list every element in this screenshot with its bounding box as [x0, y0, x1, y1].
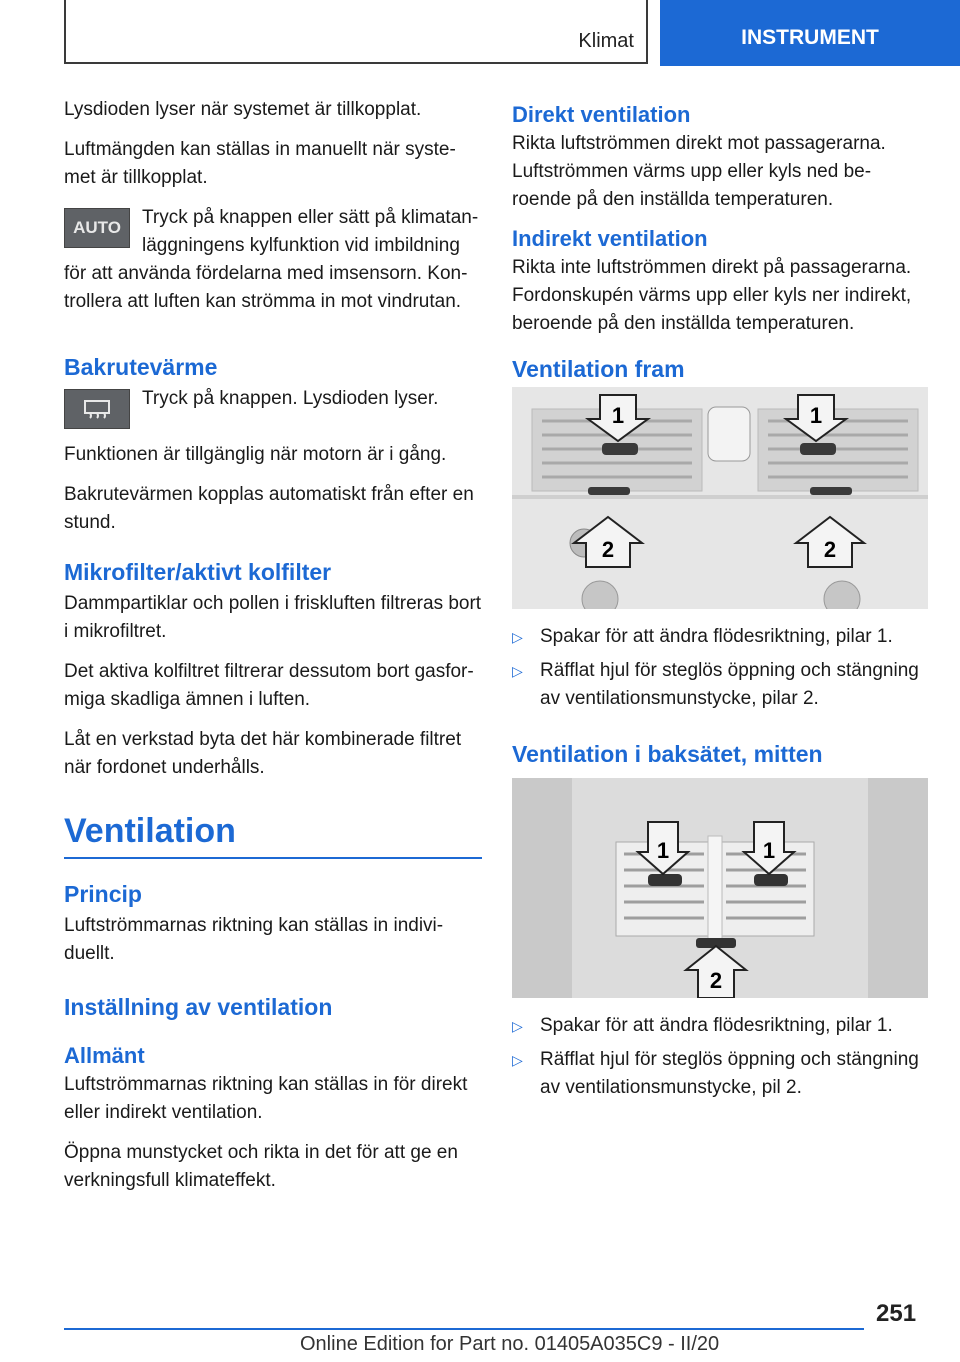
rear-vent-bullets [512, 1012, 930, 1102]
paragraph: Låt en verkstad byta det här kombinerade filtret när fordonet underhålls. [64, 729, 462, 778]
heading-allmant: Allmänt [64, 1043, 145, 1068]
paragraph: Rikta luftströmmen direkt mot passagerarna. Luftströmmen värms upp eller kyls ned be‐roende på den inställda temperaturen. [512, 133, 886, 210]
front-vent-image [512, 387, 928, 609]
arrow-label-2: 2 [823, 537, 837, 562]
footer-edition: Online Edition for Part no. 01405A035C9 - II/20 [300, 1333, 720, 1355]
arrow-label-2: 2 [601, 537, 615, 562]
triangle-bullet-icon: ▷ [512, 1018, 523, 1034]
paragraph: Lysdioden lyser när systemet är tillkopplat. [64, 99, 422, 120]
right-column [512, 96, 930, 1114]
heading-bakrutevarme: Bakrutevärme [64, 354, 218, 380]
paragraph: Luftströmmarnas riktning kan ställas in för direkt eller indirekt ventilation. [64, 1074, 468, 1123]
front-vent-bullets [512, 623, 930, 713]
section-title: Klimat [578, 30, 634, 52]
paragraph: Funktionen är tillgänglig när motorn är i gång. [64, 444, 447, 465]
heading-indirekt: Indirekt ventilation [512, 226, 708, 251]
heading-princip: Princip [64, 881, 142, 907]
heading-ventilation-fram: Ventilation fram [512, 356, 685, 382]
left-column [64, 96, 482, 1207]
arrow-label-1: 1 [762, 838, 776, 863]
footer-divider [64, 1328, 864, 1330]
auto-button-icon: AUTO [64, 208, 130, 248]
heading-mikrofilter: Mikrofilter/aktivt kolfilter [64, 559, 332, 585]
paragraph: Dammpartiklar och pollen i friskluften filtreras bort i mikrofiltret. [64, 593, 482, 642]
list-item: ▷ Spakar för att ändra flödesriktning, pilar 1. [512, 1012, 930, 1040]
arrow-label-1: 1 [809, 403, 823, 428]
paragraph: Bakrutevärmen kopplas automatiskt från efter en stund. [64, 484, 474, 533]
header-frame [64, 0, 648, 64]
paragraph: Luftströmmarnas riktning kan ställas in indivi‐duellt. [64, 915, 444, 964]
heading-ventilation: Ventilation [64, 812, 482, 859]
triangle-bullet-icon: ▷ [512, 1052, 523, 1068]
paragraph: Tryck på knappen eller sätt på klimatan‐läggningens kylfunktion vid imbildning för att använda fördelarna med imsensorn. Kon‐trollera att luften kan strömma in mot vindrutan. [64, 207, 479, 312]
heading-installning: Inställning av ventilation [64, 994, 333, 1020]
chapter-tab[interactable]: INSTRUMENT [660, 0, 960, 66]
paragraph: Rikta inte luftströmmen direkt på passagerarna. Fordonskupén värms upp eller kyls ner indirekt, beroende på den inställda temperaturen. [512, 257, 912, 334]
rear-vent-image [512, 778, 928, 998]
page-number: 251 [876, 1300, 917, 1327]
triangle-bullet-icon: ▷ [512, 663, 523, 679]
paragraph: Det aktiva kolfiltret filtrerar dessutom bort gasfor‐miga skadliga ämnen i luften. [64, 661, 474, 710]
heading-ventilation-baksate: Ventilation i baksätet, mitten [512, 741, 823, 767]
heading-direkt: Direkt ventilation [512, 102, 691, 127]
paragraph: Öppna munstycket och rikta in det för att ge en verkningsfull klimateffekt. [64, 1142, 458, 1191]
paragraph: Luftmängden kan ställas in manuellt när syste‐met är tillkopplat. [64, 139, 456, 188]
list-item: ▷ Räfflat hjul för steglös öppning och stängning av ventilationsmunstycke, pil 2. [512, 1046, 930, 1102]
list-item: ▷ Räfflat hjul för steglös öppning och stängning av ventilationsmunstycke, pilar 2. [512, 657, 930, 713]
arrow-label-2: 2 [709, 968, 723, 993]
arrow-label-1: 1 [656, 838, 670, 863]
rear-defrost-icon [64, 389, 130, 429]
list-item: ▷ Spakar för att ändra flödesriktning, pilar 1. [512, 623, 930, 651]
paragraph: Tryck på knappen. Lysdioden lyser. [142, 388, 439, 409]
arrow-label-1: 1 [611, 403, 625, 428]
triangle-bullet-icon: ▷ [512, 629, 523, 645]
